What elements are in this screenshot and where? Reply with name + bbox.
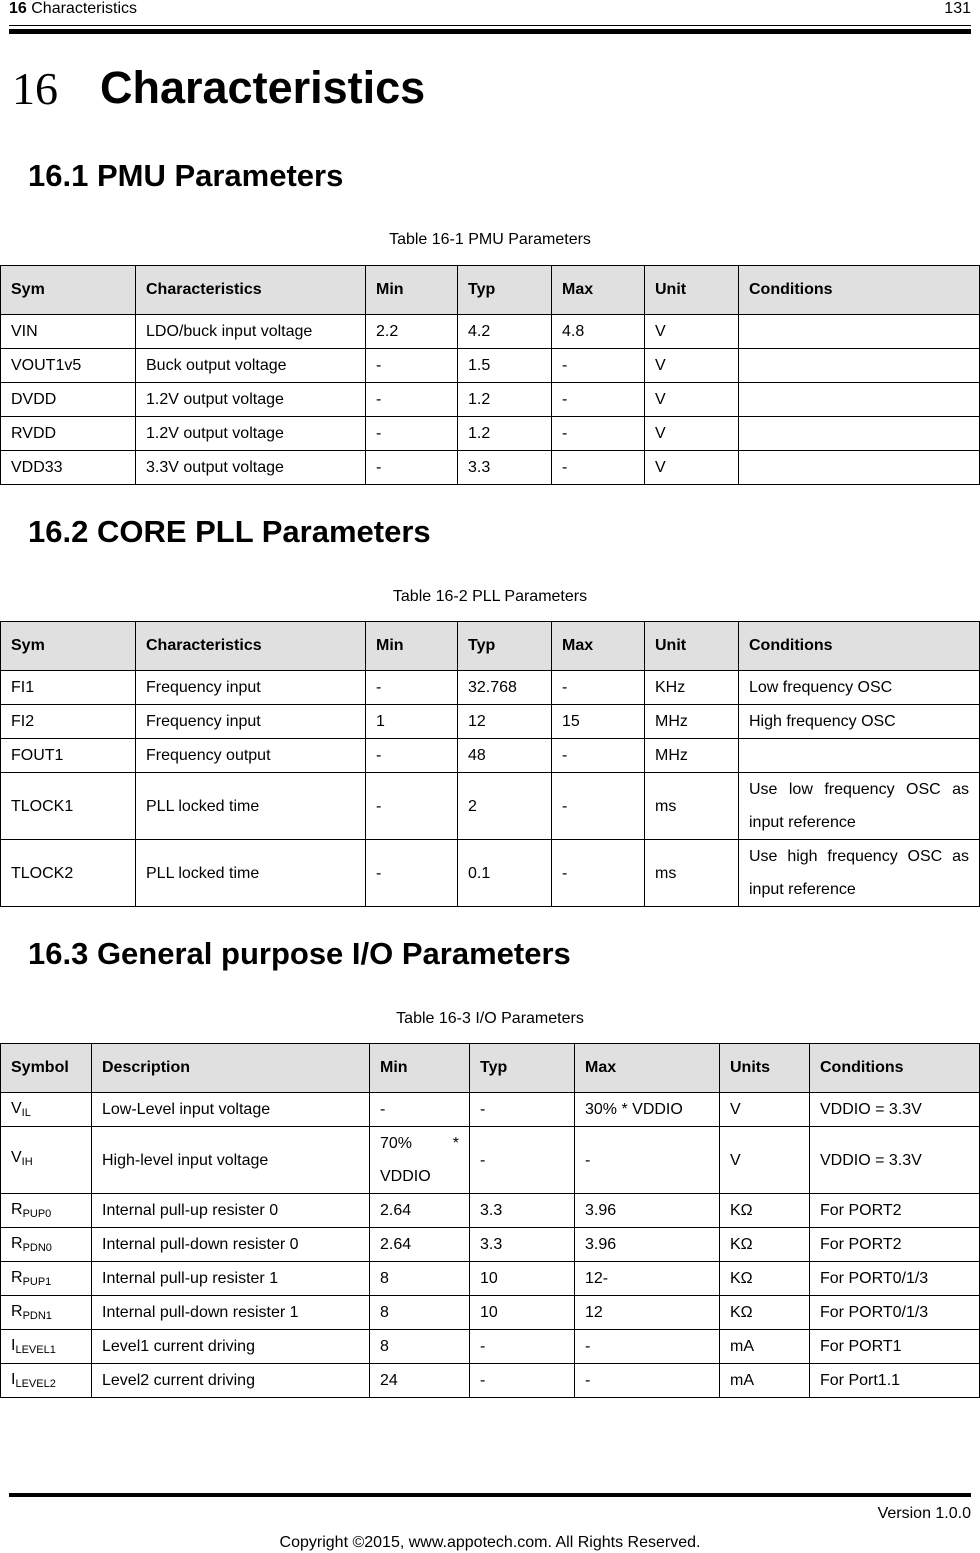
cell-conditions: Use high frequency OSC as input reference [739, 840, 980, 907]
cell-max: 12 [575, 1296, 720, 1330]
cell-conditions: VDDIO = 3.3V [810, 1127, 980, 1194]
cell-max: 30% * VDDIO [575, 1093, 720, 1127]
cell-max: - [552, 739, 645, 773]
cell-max: 15 [552, 705, 645, 739]
cell-conditions [739, 383, 980, 417]
cell-characteristics: Frequency output [136, 739, 366, 773]
cell-unit: V [645, 383, 739, 417]
cell-min: 8 [370, 1262, 470, 1296]
column-header: Max [575, 1044, 720, 1093]
cell-conditions [739, 451, 980, 485]
cell-conditions: For PORT1 [810, 1330, 980, 1364]
column-header: Characteristics [136, 622, 366, 671]
cell-max: - [552, 383, 645, 417]
section-heading-pll: 16.2 CORE PLL Parameters [28, 514, 431, 549]
table-row [1, 773, 980, 840]
cell-units: V [720, 1127, 810, 1194]
cell-symbol: $V_{IH}$ [1, 1127, 92, 1194]
cell-min: 8 [370, 1296, 470, 1330]
table-header-row [1, 1044, 980, 1093]
cell-typ: - [470, 1330, 575, 1364]
cell-min: 8 [370, 1330, 470, 1364]
cell-unit: V [645, 417, 739, 451]
cell-typ: 1.2 [458, 417, 552, 451]
cell-typ: 3.3 [470, 1228, 575, 1262]
table-caption-pll: Table 16-2 PLL Parameters [392, 588, 588, 605]
cell-unit: V [645, 451, 739, 485]
cell-max: - [552, 671, 645, 705]
cell-max: 3.96 [575, 1194, 720, 1228]
header-rule-thin [9, 25, 971, 26]
table-row [1, 1330, 980, 1364]
cell-conditions: Low frequency OSC [739, 671, 980, 705]
cell-symbol: $R_{PUP1}$ [1, 1262, 92, 1296]
cell-units: KΩ [720, 1194, 810, 1228]
cell-min: - [366, 417, 458, 451]
cell-symbol: $R_{PDN1}$ [1, 1296, 92, 1330]
cell-unit: V [645, 315, 739, 349]
cell-typ: 2 [458, 773, 552, 840]
cell-sym: FI2 [1, 705, 136, 739]
cell-sym: VIN [1, 315, 136, 349]
table-row [1, 451, 980, 485]
column-header: Sym [1, 266, 136, 315]
cell-characteristics: Frequency input [136, 671, 366, 705]
cell-description: Level1 current driving [92, 1330, 370, 1364]
cell-conditions: For PORT2 [810, 1194, 980, 1228]
cell-units: V [720, 1093, 810, 1127]
footer-rule [9, 1493, 971, 1497]
cell-max: - [552, 840, 645, 907]
column-header: Min [366, 266, 458, 315]
cell-max: - [552, 451, 645, 485]
cell-typ: - [470, 1093, 575, 1127]
cell-conditions: For PORT0/1/3 [810, 1296, 980, 1330]
cell-conditions [739, 739, 980, 773]
cell-max: - [552, 773, 645, 840]
cell-min: - [366, 383, 458, 417]
cell-min: 2.64 [370, 1194, 470, 1228]
cell-sym: RVDD [1, 417, 136, 451]
cell-sym: TLOCK1 [1, 773, 136, 840]
cell-conditions [739, 417, 980, 451]
cell-units: KΩ [720, 1262, 810, 1296]
io-parameters-table [0, 1043, 980, 1398]
cell-characteristics: Buck output voltage [136, 349, 366, 383]
cell-characteristics: PLL locked time [136, 773, 366, 840]
column-header: Typ [458, 266, 552, 315]
cell-min: 2.64 [370, 1228, 470, 1262]
cell-description: High-level input voltage [92, 1127, 370, 1194]
column-header: Min [370, 1044, 470, 1093]
running-header [9, 0, 971, 20]
column-header: Typ [458, 622, 552, 671]
section-heading-pmu: 16.1 PMU Parameters [28, 158, 344, 193]
cell-symbol: $R_{PUP0}$ [1, 1194, 92, 1228]
column-header: Typ [470, 1044, 575, 1093]
cell-unit: MHz [645, 705, 739, 739]
cell-conditions [739, 315, 980, 349]
cell-max: - [552, 349, 645, 383]
cell-max: - [575, 1364, 720, 1398]
cell-min: 2.2 [366, 315, 458, 349]
copyright-notice: Copyright ©2015, www.appotech.com. All Rights Reserved. [279, 1534, 701, 1551]
table-row [1, 1364, 980, 1398]
column-header: Unit [645, 266, 739, 315]
pll-parameters-table [0, 621, 980, 907]
cell-min: 24 [370, 1364, 470, 1398]
table-caption-pmu: Table 16-1 PMU Parameters [389, 231, 591, 248]
cell-sym: VOUT1v5 [1, 349, 136, 383]
cell-max: - [575, 1127, 720, 1194]
cell-unit: V [645, 349, 739, 383]
cell-typ: - [470, 1364, 575, 1398]
cell-min: 70% * VDDIO [370, 1127, 470, 1194]
table-header-row [1, 266, 980, 315]
column-header: Min [366, 622, 458, 671]
cell-typ: 32.768 [458, 671, 552, 705]
table-row [1, 1262, 980, 1296]
cell-typ: - [470, 1127, 575, 1194]
table-row [1, 349, 980, 383]
table-row [1, 1228, 980, 1262]
cell-units: mA [720, 1364, 810, 1398]
table-row [1, 840, 980, 907]
document-version: Version 1.0.0 [877, 1505, 971, 1522]
table-row [1, 383, 980, 417]
cell-conditions: For PORT0/1/3 [810, 1262, 980, 1296]
cell-unit: MHz [645, 739, 739, 773]
cell-min: - [366, 739, 458, 773]
column-header: Symbol [1, 1044, 92, 1093]
table-row [1, 739, 980, 773]
cell-conditions: VDDIO = 3.3V [810, 1093, 980, 1127]
cell-characteristics: Frequency input [136, 705, 366, 739]
cell-min: - [366, 671, 458, 705]
cell-symbol: $I_{LEVEL2}$ [1, 1364, 92, 1398]
table-row [1, 1127, 980, 1194]
cell-description: Internal pull-down resister 1 [92, 1296, 370, 1330]
column-header: Characteristics [136, 266, 366, 315]
chapter-number: 16 [12, 63, 58, 114]
cell-sym: DVDD [1, 383, 136, 417]
cell-conditions [739, 349, 980, 383]
cell-symbol: $V_{IL}$ [1, 1093, 92, 1127]
cell-characteristics: 1.2V output voltage [136, 383, 366, 417]
cell-unit: ms [645, 840, 739, 907]
cell-max: - [575, 1330, 720, 1364]
cell-max: 4.8 [552, 315, 645, 349]
cell-conditions: For PORT2 [810, 1228, 980, 1262]
table-row [1, 1093, 980, 1127]
cell-typ: 12 [458, 705, 552, 739]
cell-description: Internal pull-down resister 0 [92, 1228, 370, 1262]
cell-typ: 1.2 [458, 383, 552, 417]
cell-typ: 48 [458, 739, 552, 773]
cell-units: KΩ [720, 1228, 810, 1262]
cell-sym: FI1 [1, 671, 136, 705]
cell-conditions: High frequency OSC [739, 705, 980, 739]
cell-typ: 0.1 [458, 840, 552, 907]
cell-description: Internal pull-up resister 1 [92, 1262, 370, 1296]
cell-unit: KHz [645, 671, 739, 705]
cell-description: Low-Level input voltage [92, 1093, 370, 1127]
table-row [1, 417, 980, 451]
column-header: Conditions [739, 266, 980, 315]
running-header-chapter: 16 Characteristics [9, 0, 138, 17]
page-number: 131 [944, 0, 971, 17]
cell-typ: 3.3 [470, 1194, 575, 1228]
cell-sym: FOUT1 [1, 739, 136, 773]
cell-max: 12- [575, 1262, 720, 1296]
column-header: Sym [1, 622, 136, 671]
cell-description: Internal pull-up resister 0 [92, 1194, 370, 1228]
cell-max: 3.96 [575, 1228, 720, 1262]
cell-symbol: $I_{LEVEL1}$ [1, 1330, 92, 1364]
cell-min: - [366, 773, 458, 840]
cell-units: KΩ [720, 1296, 810, 1330]
column-header: Conditions [739, 622, 980, 671]
cell-conditions: For Port1.1 [810, 1364, 980, 1398]
cell-max: - [552, 417, 645, 451]
header-rule-thick [9, 29, 971, 34]
cell-typ: 10 [470, 1262, 575, 1296]
chapter-heading: Characteristics [100, 62, 426, 113]
table-row [1, 705, 980, 739]
cell-min: - [370, 1093, 470, 1127]
cell-typ: 1.5 [458, 349, 552, 383]
cell-characteristics: 1.2V output voltage [136, 417, 366, 451]
column-header: Max [552, 622, 645, 671]
cell-characteristics: LDO/buck input voltage [136, 315, 366, 349]
cell-sym: TLOCK2 [1, 840, 136, 907]
table-header-row [1, 622, 980, 671]
column-header: Max [552, 266, 645, 315]
cell-typ: 4.2 [458, 315, 552, 349]
column-header: Description [92, 1044, 370, 1093]
column-header: Units [720, 1044, 810, 1093]
column-header: Unit [645, 622, 739, 671]
cell-units: mA [720, 1330, 810, 1364]
cell-description: Level2 current driving [92, 1364, 370, 1398]
cell-typ: 3.3 [458, 451, 552, 485]
table-caption-io: Table 16-3 I/O Parameters [396, 1010, 584, 1027]
cell-min: - [366, 349, 458, 383]
cell-characteristics: 3.3V output voltage [136, 451, 366, 485]
cell-typ: 10 [470, 1296, 575, 1330]
table-row [1, 1194, 980, 1228]
cell-unit: ms [645, 773, 739, 840]
cell-conditions: Use low frequency OSC as input reference [739, 773, 980, 840]
cell-symbol: $R_{PDN0}$ [1, 1228, 92, 1262]
table-row [1, 1296, 980, 1330]
table-row [1, 315, 980, 349]
section-heading-gpio: 16.3 General purpose I/O Parameters [28, 936, 571, 971]
cell-characteristics: PLL locked time [136, 840, 366, 907]
cell-min: 1 [366, 705, 458, 739]
cell-min: - [366, 451, 458, 485]
cell-min: - [366, 840, 458, 907]
cell-sym: VDD33 [1, 451, 136, 485]
column-header: Conditions [810, 1044, 980, 1093]
pmu-parameters-table [0, 265, 980, 485]
table-row [1, 671, 980, 705]
